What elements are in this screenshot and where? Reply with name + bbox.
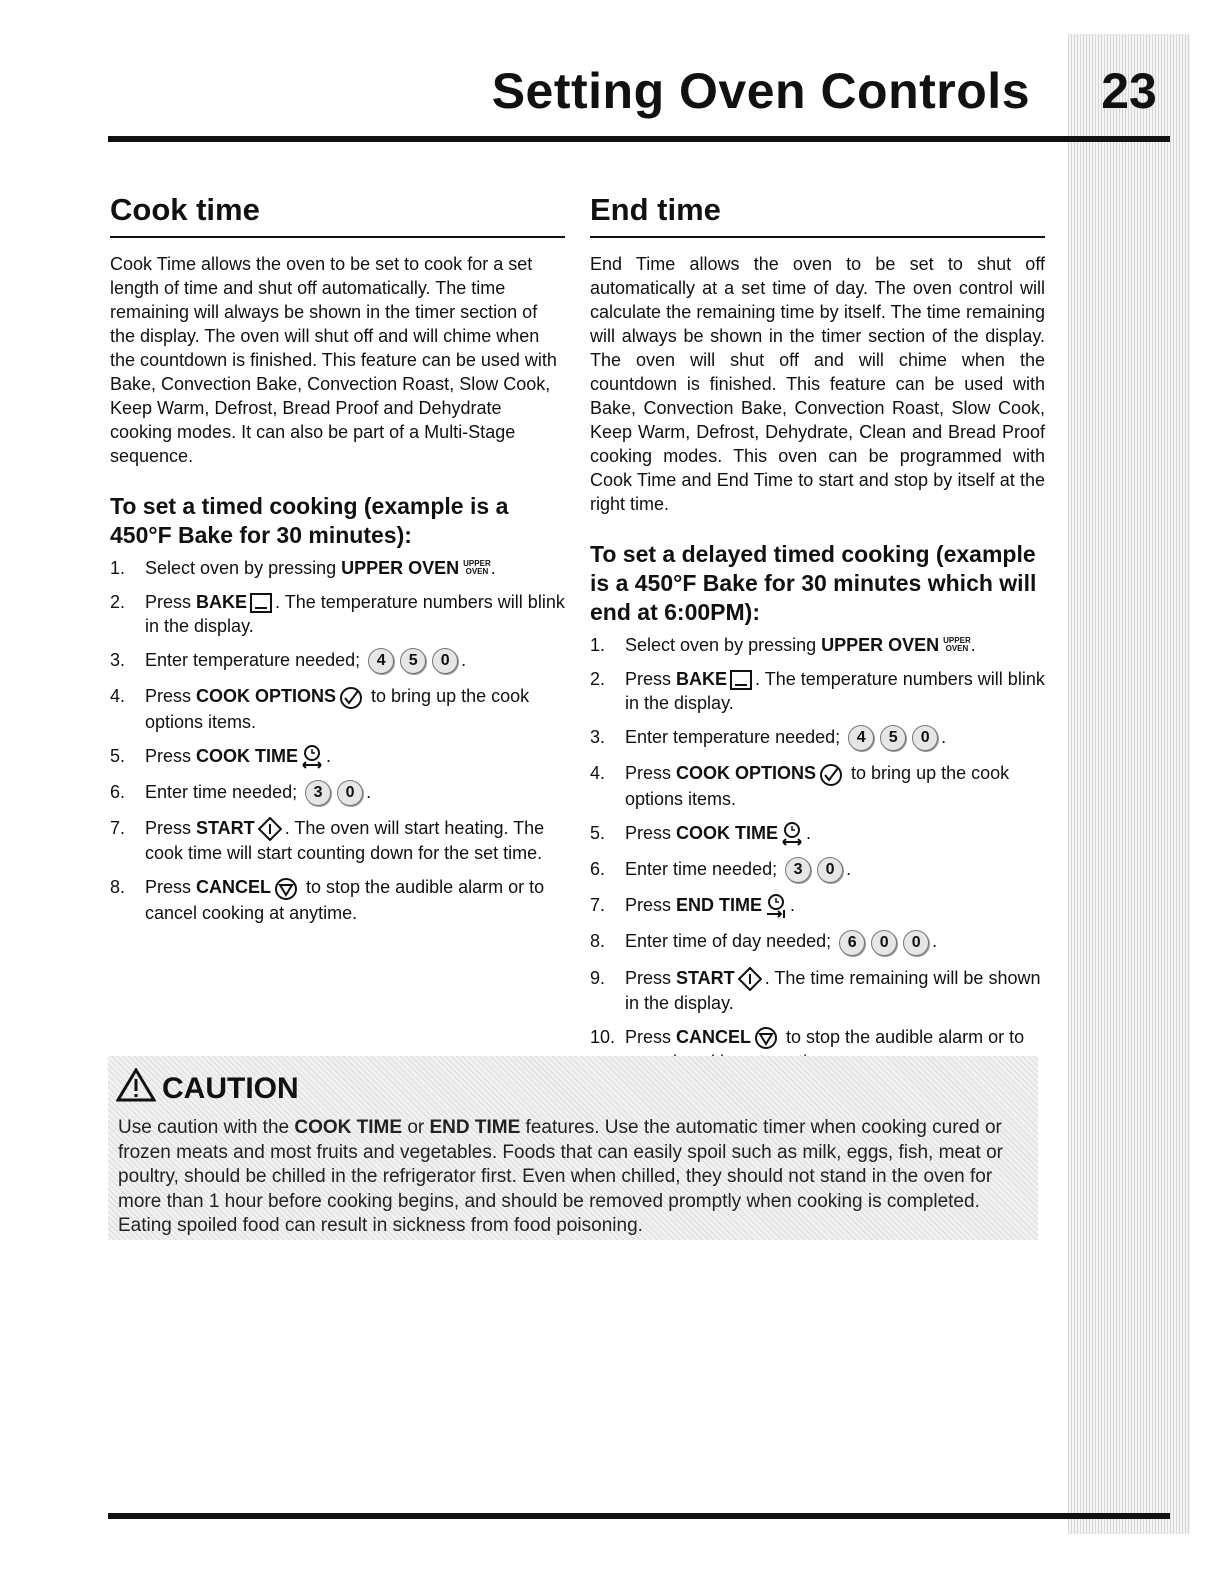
page-number: 23 bbox=[1101, 63, 1157, 119]
step-text: . The oven will start heating. The cook time will start counting down for the set time. bbox=[145, 818, 545, 864]
section-rule bbox=[590, 236, 1045, 238]
step-item bbox=[590, 857, 1045, 883]
step-number: 2. bbox=[590, 669, 606, 689]
number-key: 3 bbox=[305, 780, 331, 806]
cook-time-section bbox=[110, 190, 565, 935]
step-text: Press bbox=[145, 818, 197, 838]
step-text: . The time remaining will be shown in the display. bbox=[625, 967, 1041, 1013]
step-text: . The temperature numbers will blink in the display. bbox=[625, 669, 1045, 713]
step-text: Enter temperature needed; bbox=[625, 727, 846, 747]
step-number: 1. bbox=[110, 558, 126, 578]
cook-options-icon bbox=[339, 686, 363, 710]
step-item bbox=[590, 725, 1045, 751]
bottom-rule bbox=[108, 1513, 1170, 1519]
end-time-intro: End Time allows the oven to be set to shut off automatically at a set time of day. The oven control will calculate the remaining time by itself. The time remaining will always be shown in the timer section of the display. The oven will shut off and will chime when the countdown is finished. This feature can be used with Bake, Convection Bake, Convection Roast, Slow Cook, Keep Warm, Defrost, Dehydrate, Clean and Bread Proof cooking modes. This oven can be programmed with Cook Time and End Time to start and stop by itself at the right time. bbox=[590, 254, 1045, 514]
step-text: . bbox=[846, 858, 852, 879]
number-key: 4 bbox=[848, 725, 874, 751]
step-key-name: START bbox=[676, 967, 735, 988]
step-text: Select oven by pressing bbox=[625, 635, 822, 655]
step-number: 1. bbox=[590, 635, 606, 655]
number-key: 0 bbox=[817, 857, 843, 883]
end-time-section bbox=[590, 190, 1045, 1084]
step-item bbox=[110, 816, 565, 865]
number-key: 0 bbox=[337, 780, 363, 806]
step-item bbox=[590, 633, 1045, 657]
number-key: 0 bbox=[871, 930, 897, 956]
end-time-title: End time bbox=[590, 192, 721, 227]
step-number: 5. bbox=[110, 745, 126, 766]
cook-time-icon bbox=[301, 744, 323, 770]
step-text: . bbox=[326, 745, 332, 766]
upper-oven-icon-top: UPPER bbox=[943, 636, 971, 645]
caution-text-part: features. Use the automatic timer when cooking cured or frozen meats and most fruits and vegetables. Foods that can easily spoil such as milk, eggs, fish, meat or poultry, should be chilled in the refrigerator first. Even when chilled, they should not stand in the oven for more than 1 hour before cooking begins, and should be removed promptly when cooking is completed. Eating spoiled food can result in sickness from food poisoning. bbox=[118, 1117, 1003, 1236]
number-key: 5 bbox=[400, 648, 426, 674]
step-text: Select oven by pressing bbox=[145, 558, 342, 578]
caution-bold-end-time: END TIME bbox=[429, 1117, 521, 1138]
step-text: Enter time of day needed; bbox=[625, 931, 837, 952]
step-item bbox=[590, 893, 1045, 919]
start-icon bbox=[258, 817, 282, 841]
step-text: Press bbox=[145, 745, 197, 766]
upper-oven-icon-top: UPPER bbox=[463, 559, 491, 568]
number-key: 0 bbox=[432, 648, 458, 674]
step-text: Enter time needed; bbox=[145, 781, 303, 802]
step-text: Press bbox=[625, 669, 677, 689]
step-item bbox=[590, 667, 1045, 715]
step-text: Press bbox=[625, 967, 677, 988]
step-key-name: BAKE bbox=[676, 669, 728, 689]
warning-triangle-icon bbox=[116, 1068, 156, 1110]
number-key: 4 bbox=[368, 648, 394, 674]
step-text: . bbox=[932, 931, 938, 952]
step-item bbox=[590, 929, 1045, 955]
step-number: 4. bbox=[590, 763, 606, 784]
step-number: 3. bbox=[110, 650, 126, 670]
step-text: to bring up the cook options items. bbox=[145, 686, 530, 732]
cancel-icon bbox=[274, 877, 298, 901]
step-item bbox=[110, 556, 565, 580]
step-text: . bbox=[806, 822, 812, 843]
caution-text bbox=[118, 1116, 1033, 1239]
step-text: . bbox=[490, 558, 496, 578]
top-rule bbox=[108, 136, 1170, 142]
caution-text-part: or bbox=[402, 1117, 430, 1138]
step-text: . bbox=[970, 635, 976, 655]
step-text: Press bbox=[145, 592, 197, 612]
caution-label: CAUTION bbox=[162, 1072, 299, 1105]
upper-oven-icon-bottom: OVEN bbox=[465, 567, 489, 576]
upper-oven-icon bbox=[463, 560, 491, 576]
number-key: 0 bbox=[912, 725, 938, 751]
step-key-name: START bbox=[196, 818, 255, 838]
step-key-name: CANCEL bbox=[676, 1026, 752, 1047]
step-number: 7. bbox=[590, 895, 606, 915]
bake-icon bbox=[730, 670, 752, 690]
step-number: 6. bbox=[110, 781, 126, 802]
step-item bbox=[590, 761, 1045, 810]
number-key: 3 bbox=[785, 857, 811, 883]
end-time-icon bbox=[765, 893, 787, 919]
step-text: . bbox=[790, 895, 796, 915]
step-number: 4. bbox=[110, 686, 126, 707]
step-number: 8. bbox=[110, 877, 126, 898]
step-text: to bring up the cook options items. bbox=[625, 763, 1010, 809]
step-text: . bbox=[366, 781, 372, 802]
step-text: . bbox=[941, 727, 947, 747]
bake-icon bbox=[250, 593, 272, 613]
step-text: Press bbox=[625, 822, 677, 843]
caution-bold-cook-time: COOK TIME bbox=[294, 1117, 403, 1138]
cook-time-steps bbox=[110, 556, 565, 925]
end-time-subtitle: To set a delayed timed cooking (example is a 450°F Bake for 30 minutes which will end at 6:00PM): bbox=[590, 541, 1037, 625]
step-item bbox=[110, 684, 565, 733]
step-number: 2. bbox=[110, 592, 126, 612]
step-text: Enter time needed; bbox=[625, 858, 783, 879]
step-item bbox=[110, 648, 565, 674]
step-key-name: COOK OPTIONS bbox=[676, 763, 817, 784]
upper-oven-icon bbox=[943, 637, 971, 653]
start-icon bbox=[738, 967, 762, 991]
section-rule bbox=[110, 236, 565, 238]
step-item bbox=[110, 590, 565, 638]
step-number: 7. bbox=[110, 818, 126, 838]
number-key: 5 bbox=[880, 725, 906, 751]
caution-heading bbox=[116, 1068, 299, 1110]
step-number: 10. bbox=[590, 1026, 616, 1047]
side-strip bbox=[1068, 34, 1190, 1534]
step-key-name: END TIME bbox=[676, 895, 763, 915]
step-text: . bbox=[461, 650, 467, 670]
step-item bbox=[110, 875, 565, 924]
step-item bbox=[110, 780, 565, 806]
step-item bbox=[590, 821, 1045, 847]
step-number: 8. bbox=[590, 931, 606, 952]
step-text: . The temperature numbers will blink in the display. bbox=[145, 592, 565, 636]
cook-options-icon bbox=[819, 763, 843, 787]
cook-time-title: Cook time bbox=[110, 192, 260, 227]
step-text: Press bbox=[625, 763, 677, 784]
number-key: 6 bbox=[839, 930, 865, 956]
cook-time-intro: Cook Time allows the oven to be set to cook for a set length of time and shut off automatically. The time remaining will always be shown in the timer section of the display. The oven will shut off and will chime when the countdown is finished. This feature can be used with Bake, Convection Bake, Convection Roast, Slow Cook, Keep Warm, Defrost, Bread Proof and Dehydrate cooking modes. It can also be part of a Multi-Stage sequence. bbox=[110, 254, 557, 466]
cook-time-icon bbox=[781, 821, 803, 847]
step-text: Press bbox=[625, 1026, 677, 1047]
end-time-steps bbox=[590, 633, 1045, 1074]
cook-time-subtitle: To set a timed cooking (example is a 450°F Bake for 30 minutes): bbox=[110, 493, 509, 548]
step-number: 3. bbox=[590, 727, 606, 747]
step-item bbox=[590, 966, 1045, 1015]
caution-text-part: Use caution with the bbox=[118, 1117, 295, 1138]
step-key-name: UPPER OVEN bbox=[821, 635, 940, 655]
cancel-icon bbox=[754, 1026, 778, 1050]
step-number: 5. bbox=[590, 822, 606, 843]
step-key-name: COOK TIME bbox=[196, 745, 299, 766]
upper-oven-icon-bottom: OVEN bbox=[945, 644, 969, 653]
step-text: Press bbox=[145, 877, 197, 898]
step-text: Press bbox=[145, 686, 197, 707]
step-text: to stop the audible alarm or to cancel cooking at anytime. bbox=[145, 877, 545, 923]
step-text: Enter temperature needed; bbox=[145, 650, 366, 670]
step-key-name: BAKE bbox=[196, 592, 248, 612]
step-key-name: UPPER OVEN bbox=[341, 558, 460, 578]
step-item bbox=[110, 744, 565, 770]
step-key-name: COOK TIME bbox=[676, 822, 779, 843]
step-text: Press bbox=[625, 895, 677, 915]
caution-box bbox=[108, 1056, 1038, 1240]
step-key-name: COOK OPTIONS bbox=[196, 686, 337, 707]
page-title: Setting Oven Controls bbox=[491, 63, 1030, 119]
step-number: 9. bbox=[590, 967, 606, 988]
step-number: 6. bbox=[590, 858, 606, 879]
step-key-name: CANCEL bbox=[196, 877, 272, 898]
step-text: to stop the audible alarm or to bbox=[786, 1026, 1025, 1047]
number-key: 0 bbox=[903, 930, 929, 956]
